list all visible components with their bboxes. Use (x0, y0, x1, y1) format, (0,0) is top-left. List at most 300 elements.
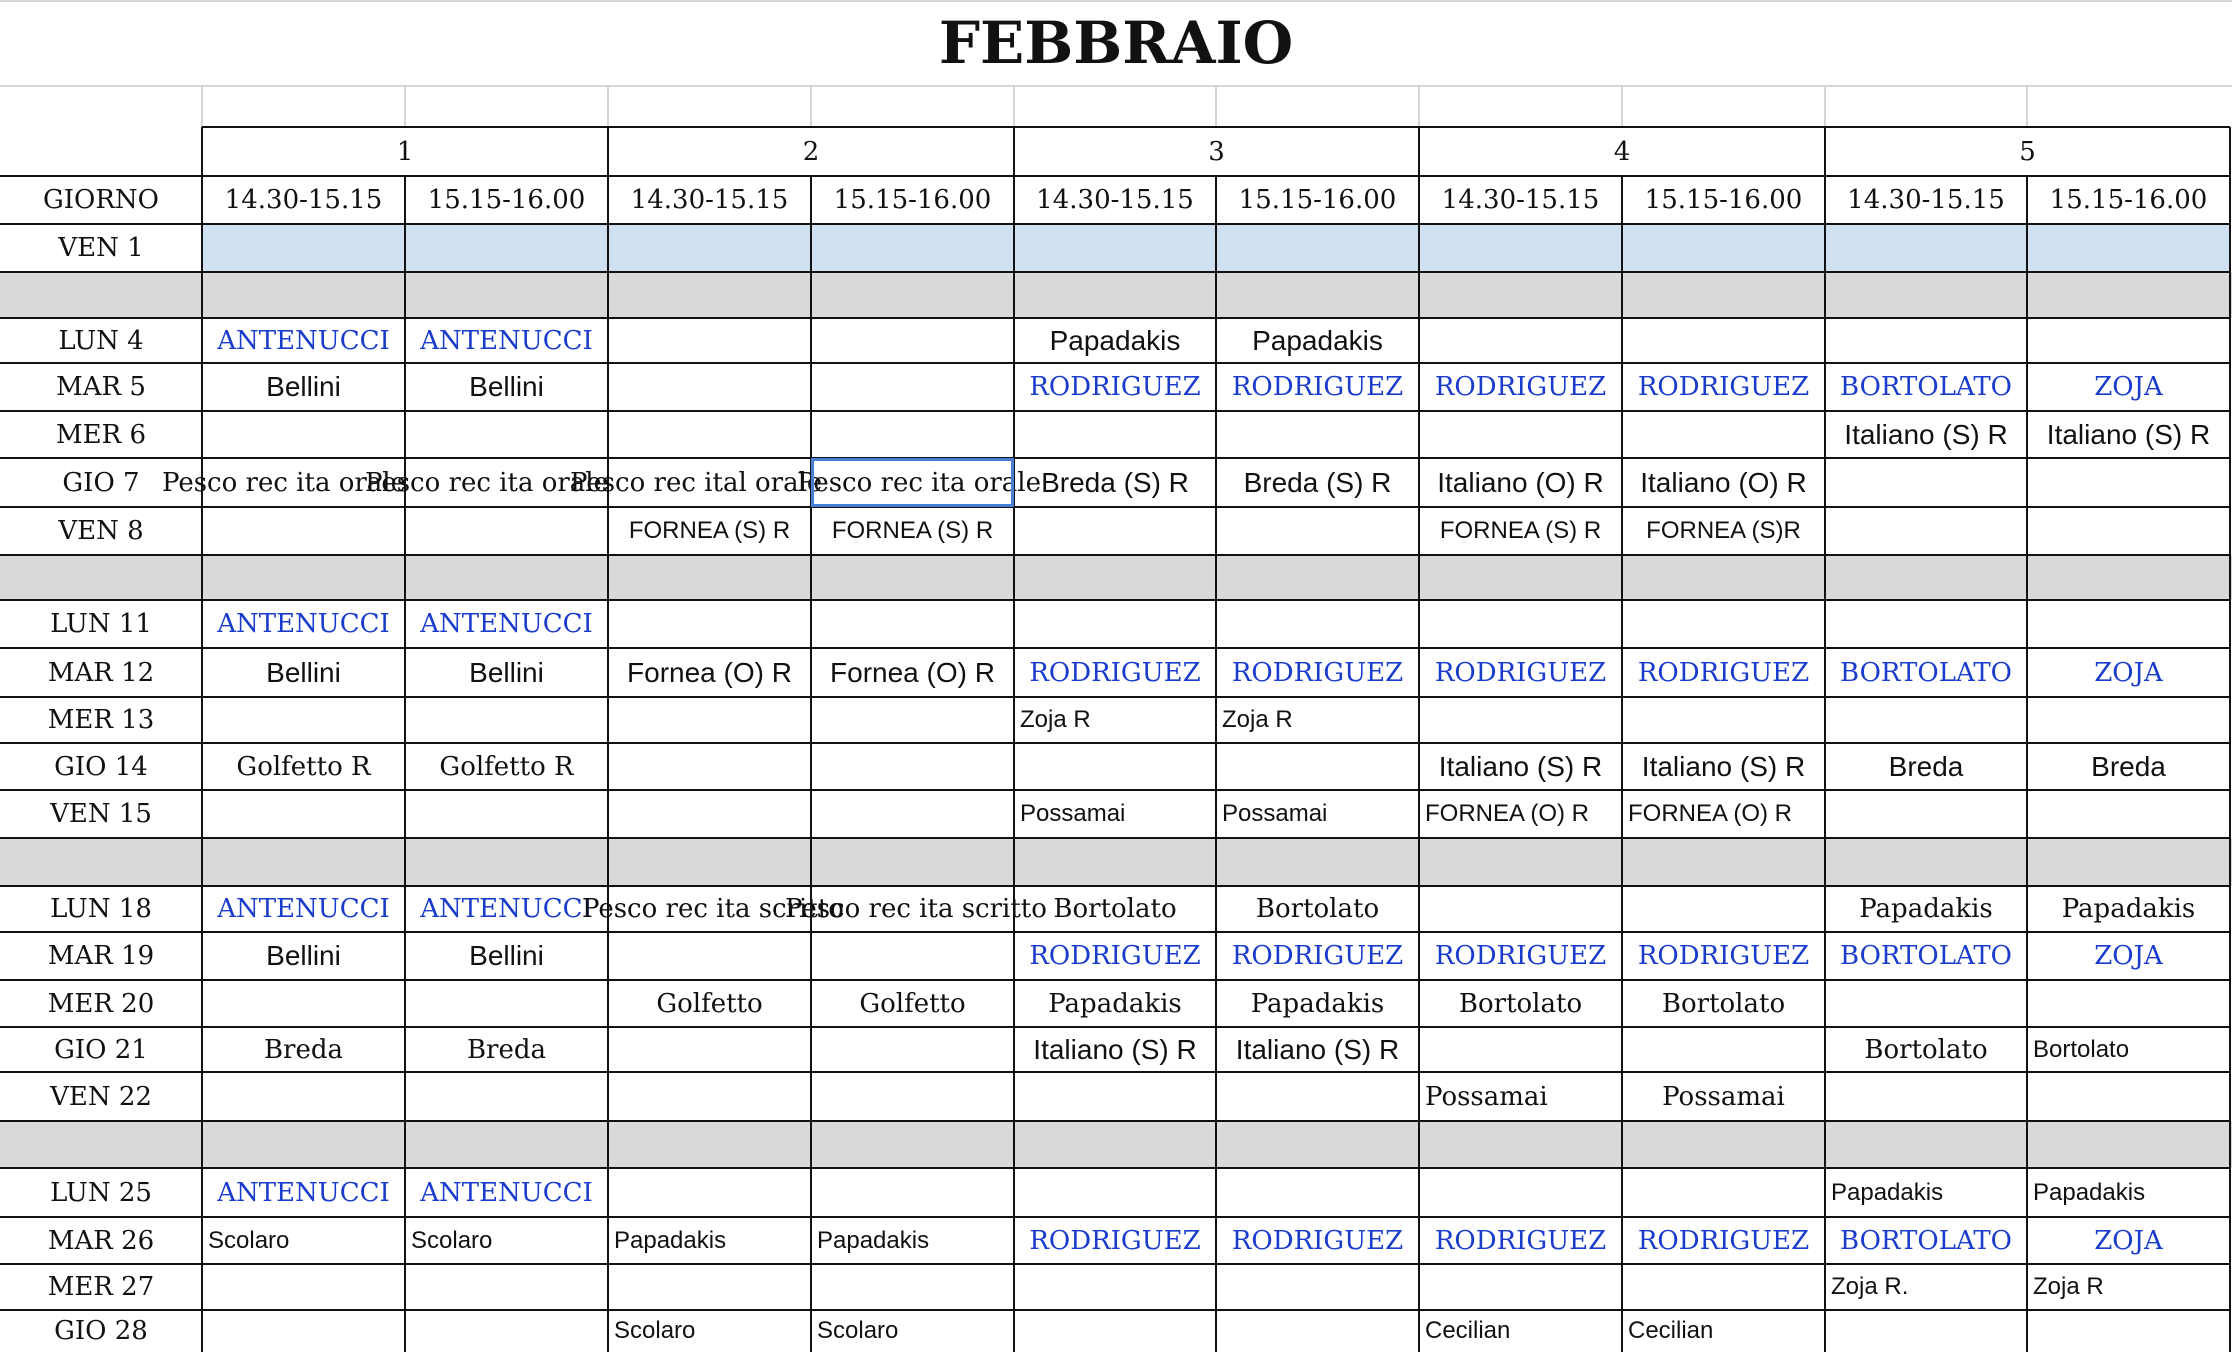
schedule-cell-text: Bortolato (1458, 988, 1583, 1019)
schedule-cell[interactable] (1622, 648, 1825, 697)
schedule-cell-text: Breda (1888, 750, 1964, 782)
schedule-cell[interactable] (811, 1168, 1014, 1217)
schedule-cell[interactable] (811, 790, 1014, 838)
day-label[interactable] (0, 980, 202, 1027)
schedule-cell[interactable] (1825, 318, 2027, 363)
schedule-cell[interactable] (1216, 411, 1419, 458)
schedule-cell[interactable] (1216, 1168, 1419, 1217)
day-label[interactable] (0, 1027, 202, 1072)
schedule-cell[interactable] (608, 1217, 811, 1264)
schedule-cell[interactable] (1825, 1264, 2027, 1310)
schedule-cell[interactable] (1014, 272, 1216, 318)
schedule-cell[interactable] (608, 648, 811, 697)
schedule-cell[interactable] (608, 318, 811, 363)
schedule-cell-text: ZOJA (2094, 1225, 2163, 1256)
schedule-cell[interactable] (1419, 1217, 1622, 1264)
day-label[interactable] (0, 363, 202, 411)
schedule-cell[interactable] (1419, 600, 1622, 648)
day-label[interactable] (0, 224, 202, 272)
schedule-cell[interactable] (1419, 932, 1622, 980)
schedule-cell[interactable] (202, 1121, 405, 1168)
schedule-cell[interactable] (1014, 411, 1216, 458)
schedule-cell[interactable] (1622, 790, 1825, 838)
schedule-cell[interactable] (1622, 318, 1825, 363)
schedule-cell[interactable] (405, 697, 608, 743)
schedule-cell[interactable] (1622, 1310, 1825, 1352)
schedule-cell-text: Golfetto (656, 988, 763, 1019)
schedule-cell[interactable] (2027, 1264, 2230, 1310)
schedule-cell-text: RODRIGUEZ (1637, 372, 1810, 402)
schedule-cell[interactable] (1216, 600, 1419, 648)
schedule-cell[interactable] (811, 743, 1014, 790)
schedule-cell[interactable] (202, 507, 405, 555)
schedule-cell[interactable] (608, 1310, 811, 1352)
schedule-cell[interactable] (2027, 1217, 2230, 1264)
schedule-cell[interactable] (1216, 648, 1419, 697)
header-giorno[interactable] (0, 176, 202, 224)
schedule-cell[interactable] (811, 272, 1014, 318)
schedule-cell[interactable] (608, 1027, 811, 1072)
day-label[interactable] (0, 411, 202, 458)
schedule-cell[interactable] (1216, 1027, 1419, 1072)
schedule-cell-text: Zoja R (1222, 706, 1293, 733)
time-slot-header[interactable] (405, 176, 608, 224)
schedule-cell-text: Possamai (1020, 800, 1126, 827)
schedule-cell[interactable] (1014, 886, 1216, 932)
schedule-cell[interactable] (608, 743, 811, 790)
schedule-cell[interactable] (608, 697, 811, 743)
schedule-cell[interactable] (2027, 697, 2230, 743)
schedule-cell[interactable] (405, 600, 608, 648)
schedule-cell[interactable] (1216, 507, 1419, 555)
schedule-cell[interactable] (1825, 790, 2027, 838)
day-label-text: VEN 8 (58, 516, 144, 546)
schedule-cell[interactable] (1216, 886, 1419, 932)
schedule-cell[interactable] (1216, 1121, 1419, 1168)
schedule-cell[interactable] (811, 224, 1014, 272)
schedule-cell[interactable] (1622, 1264, 1825, 1310)
schedule-cell[interactable] (1216, 318, 1419, 363)
schedule-cell[interactable] (405, 411, 608, 458)
schedule-cell[interactable] (405, 555, 608, 600)
schedule-cell[interactable] (1622, 600, 1825, 648)
schedule-cell[interactable] (1014, 1072, 1216, 1121)
schedule-cell[interactable] (811, 932, 1014, 980)
day-label[interactable] (0, 1217, 202, 1264)
schedule-cell[interactable] (2027, 838, 2230, 886)
schedule-cell[interactable] (1419, 886, 1622, 932)
schedule-cell[interactable] (2027, 555, 2230, 600)
time-slot-header[interactable] (608, 176, 811, 224)
schedule-cell[interactable] (1216, 790, 1419, 838)
schedule-cell[interactable] (1825, 697, 2027, 743)
schedule-cell-text: Papadakis (1048, 988, 1182, 1019)
schedule-cell[interactable] (1622, 697, 1825, 743)
time-slot-header[interactable] (1825, 176, 2027, 224)
schedule-cell[interactable] (608, 555, 811, 600)
schedule-cell[interactable] (2027, 600, 2230, 648)
group-header[interactable] (608, 127, 1014, 176)
schedule-cell[interactable] (405, 743, 608, 790)
schedule-cell[interactable] (1825, 1310, 2027, 1352)
schedule-cell[interactable] (811, 1217, 1014, 1264)
schedule-cell[interactable] (608, 980, 811, 1027)
schedule-cell[interactable] (1014, 1217, 1216, 1264)
schedule-cell[interactable] (1825, 272, 2027, 318)
schedule-cell[interactable] (202, 1264, 405, 1310)
schedule-cell[interactable] (405, 1264, 608, 1310)
day-label[interactable] (0, 1121, 202, 1168)
schedule-cell[interactable] (608, 1121, 811, 1168)
schedule-cell[interactable] (1622, 838, 1825, 886)
schedule-cell[interactable] (202, 980, 405, 1027)
schedule-cell[interactable] (1014, 363, 1216, 411)
schedule-cell[interactable] (202, 1168, 405, 1217)
schedule-cell[interactable] (1216, 555, 1419, 600)
schedule-cell[interactable] (570, 458, 823, 507)
schedule-cell[interactable] (811, 318, 1014, 363)
schedule-cell[interactable] (405, 1121, 608, 1168)
schedule-cell[interactable] (202, 886, 405, 932)
schedule-cell[interactable] (1622, 1072, 1825, 1121)
schedule-cell[interactable] (582, 886, 844, 932)
schedule-cell[interactable] (202, 411, 405, 458)
day-label[interactable] (0, 318, 202, 363)
schedule-cell[interactable] (405, 790, 608, 838)
schedule-cell[interactable] (1216, 1217, 1419, 1264)
day-label[interactable] (0, 1310, 202, 1352)
schedule-cell[interactable] (2027, 272, 2230, 318)
schedule-cell[interactable] (608, 1072, 811, 1121)
schedule-cell-text: Cecilian (1425, 1317, 1511, 1344)
schedule-cell[interactable] (1216, 838, 1419, 886)
time-slot-header[interactable] (2027, 176, 2230, 224)
schedule-cell[interactable] (1622, 1217, 1825, 1264)
schedule-cell[interactable] (811, 1264, 1014, 1310)
schedule-cell[interactable] (405, 1072, 608, 1121)
schedule-cell[interactable] (1622, 1027, 1825, 1072)
day-label[interactable] (0, 507, 202, 555)
schedule-cell[interactable] (1419, 272, 1622, 318)
schedule-cell[interactable] (1622, 1121, 1825, 1168)
schedule-cell[interactable] (1825, 458, 2027, 507)
schedule-cell[interactable] (405, 1168, 608, 1217)
group-header[interactable] (202, 127, 608, 176)
schedule-cell[interactable] (811, 363, 1014, 411)
schedule-cell[interactable] (811, 1027, 1014, 1072)
day-label[interactable] (0, 697, 202, 743)
day-label[interactable] (0, 886, 202, 932)
time-slot-header[interactable] (811, 176, 1014, 224)
schedule-cell[interactable] (1419, 224, 1622, 272)
schedule-cell[interactable] (1014, 1310, 1216, 1352)
schedule-cell[interactable] (811, 555, 1014, 600)
schedule-cell[interactable] (202, 1072, 405, 1121)
schedule-cell[interactable] (1014, 790, 1216, 838)
schedule-cell[interactable] (1825, 1121, 2027, 1168)
schedule-cell[interactable] (1622, 507, 1825, 555)
schedule-cell[interactable] (405, 272, 608, 318)
schedule-cell[interactable] (2027, 1310, 2230, 1352)
schedule-cell[interactable] (2027, 507, 2230, 555)
schedule-cell[interactable] (1014, 318, 1216, 363)
schedule-cell-text: Golfetto R (236, 751, 371, 782)
schedule-cell[interactable] (202, 318, 405, 363)
schedule-cell[interactable] (1216, 224, 1419, 272)
schedule-cell[interactable] (1419, 1168, 1622, 1217)
schedule-cell[interactable] (2027, 1121, 2230, 1168)
schedule-cell[interactable] (1419, 1072, 1622, 1121)
schedule-cell-text: Papadakis (1250, 988, 1385, 1019)
time-slot-header[interactable] (1216, 176, 1419, 224)
day-label[interactable] (0, 1168, 202, 1217)
schedule-cell[interactable] (608, 224, 811, 272)
schedule-cell[interactable] (1014, 697, 1216, 743)
day-label-text: LUN 18 (50, 894, 152, 924)
schedule-cell[interactable] (2027, 1168, 2230, 1217)
schedule-cell[interactable] (405, 648, 608, 697)
schedule-cell[interactable] (1622, 743, 1825, 790)
day-label-text: MER 6 (56, 419, 146, 450)
schedule-cell[interactable] (1419, 1027, 1622, 1072)
schedule-cell[interactable] (405, 1027, 608, 1072)
schedule-cell[interactable] (608, 600, 811, 648)
schedule-cell[interactable] (2027, 224, 2230, 272)
schedule-cell[interactable] (202, 743, 405, 790)
schedule-cell[interactable] (2027, 648, 2230, 697)
day-label[interactable] (0, 790, 202, 838)
schedule-cell[interactable] (1419, 980, 1622, 1027)
schedule-cell[interactable] (1622, 363, 1825, 411)
schedule-cell[interactable] (2027, 790, 2230, 838)
schedule-cell[interactable] (202, 932, 405, 980)
schedule-cell[interactable] (202, 1217, 405, 1264)
schedule-cell[interactable] (1419, 555, 1622, 600)
group-header[interactable] (1825, 127, 2230, 176)
schedule-cell[interactable] (1825, 1217, 2027, 1264)
schedule-cell[interactable] (1419, 648, 1622, 697)
schedule-cell[interactable] (2027, 743, 2230, 790)
schedule-cell[interactable] (1014, 1168, 1216, 1217)
schedule-cell[interactable] (1419, 838, 1622, 886)
schedule-cell-text: Breda (S) R (1041, 466, 1189, 498)
schedule-cell[interactable] (405, 1217, 608, 1264)
schedule-cell[interactable] (1825, 411, 2027, 458)
day-label[interactable] (0, 555, 202, 600)
schedule-cell-text: Bortolato (1255, 894, 1380, 924)
schedule-cell[interactable] (1419, 318, 1622, 363)
schedule-cell[interactable] (811, 1121, 1014, 1168)
time-slot-header[interactable] (202, 176, 405, 224)
schedule-cell-text: Italiano (S) R (2046, 418, 2211, 450)
schedule-cell[interactable] (1216, 980, 1419, 1027)
schedule-cell[interactable] (1419, 743, 1622, 790)
schedule-cell[interactable] (202, 555, 405, 600)
schedule-cell[interactable] (202, 224, 405, 272)
schedule-cell[interactable] (405, 363, 608, 411)
schedule-cell[interactable] (202, 697, 405, 743)
schedule-cell[interactable] (1825, 743, 2027, 790)
schedule-cell[interactable] (1622, 980, 1825, 1027)
schedule-cell[interactable] (405, 932, 608, 980)
schedule-cell-text: Papadakis (1252, 324, 1383, 356)
schedule-cell[interactable] (1216, 743, 1419, 790)
schedule-cell[interactable] (1825, 363, 2027, 411)
schedule-cell[interactable] (1014, 648, 1216, 697)
schedule-cell[interactable] (811, 838, 1014, 886)
schedule-cell[interactable] (1622, 555, 1825, 600)
schedule-cell[interactable] (608, 1264, 811, 1310)
schedule-cell[interactable] (1216, 1264, 1419, 1310)
schedule-cell[interactable] (1014, 458, 1216, 507)
schedule-cell[interactable] (608, 790, 811, 838)
schedule-cell[interactable] (202, 600, 405, 648)
schedule-cell[interactable] (1825, 980, 2027, 1027)
schedule-cell[interactable] (608, 507, 811, 555)
schedule-cell[interactable] (1014, 1027, 1216, 1072)
schedule-cell[interactable] (608, 272, 811, 318)
schedule-cell[interactable] (811, 697, 1014, 743)
schedule-cell[interactable] (811, 411, 1014, 458)
schedule-cell[interactable] (1419, 1121, 1622, 1168)
day-label[interactable] (0, 648, 202, 697)
schedule-cell[interactable] (202, 1310, 405, 1352)
schedule-cell[interactable] (1216, 1310, 1419, 1352)
schedule-cell[interactable] (1014, 600, 1216, 648)
day-label[interactable] (0, 1264, 202, 1310)
schedule-cell[interactable] (1216, 697, 1419, 743)
schedule-cell[interactable] (811, 507, 1014, 555)
schedule-cell[interactable] (2027, 980, 2230, 1027)
day-label[interactable] (0, 1072, 202, 1121)
group-header[interactable] (1014, 127, 1419, 176)
schedule-cell[interactable] (1216, 1072, 1419, 1121)
schedule-cell[interactable] (1216, 363, 1419, 411)
schedule-cell[interactable] (202, 363, 405, 411)
schedule-cell[interactable] (811, 1310, 1014, 1352)
schedule-cell[interactable] (811, 648, 1014, 697)
schedule-cell[interactable] (1419, 790, 1622, 838)
schedule-cell[interactable] (608, 411, 811, 458)
time-slot-header[interactable] (1014, 176, 1216, 224)
schedule-cell[interactable] (2027, 886, 2230, 932)
schedule-cell[interactable] (1014, 932, 1216, 980)
schedule-cell[interactable] (202, 790, 405, 838)
schedule-cell[interactable] (1419, 697, 1622, 743)
schedule-cell[interactable] (405, 838, 608, 886)
schedule-cell[interactable] (1825, 838, 2027, 886)
schedule-cell[interactable] (608, 1168, 811, 1217)
day-label[interactable] (0, 932, 202, 980)
schedule-cell[interactable] (1622, 458, 1825, 507)
schedule-cell[interactable] (1825, 932, 2027, 980)
schedule-cell[interactable] (1014, 507, 1216, 555)
schedule-cell[interactable] (1014, 838, 1216, 886)
schedule-cell[interactable] (811, 980, 1014, 1027)
day-label[interactable] (0, 743, 202, 790)
schedule-cell[interactable] (2027, 318, 2230, 363)
schedule-cell[interactable] (811, 600, 1014, 648)
schedule-cell[interactable] (1014, 1121, 1216, 1168)
schedule-cell[interactable] (2027, 1072, 2230, 1121)
schedule-cell[interactable] (1622, 1168, 1825, 1217)
schedule-cell[interactable] (1622, 886, 1825, 932)
schedule-cell[interactable] (202, 1027, 405, 1072)
schedule-cell[interactable] (405, 224, 608, 272)
schedule-cell-text: Pesco rec ita orale (162, 467, 406, 498)
schedule-cell[interactable] (405, 1310, 608, 1352)
schedule-cell[interactable] (2027, 363, 2230, 411)
schedule-cell[interactable] (405, 980, 608, 1027)
schedule-cell[interactable] (811, 1072, 1014, 1121)
day-label[interactable] (0, 600, 202, 648)
schedule-cell[interactable] (1825, 1027, 2027, 1072)
schedule-cell[interactable] (1014, 555, 1216, 600)
day-label[interactable] (0, 272, 202, 318)
time-slot-header-text: 15.15-16.00 (1644, 185, 1803, 215)
schedule-cell[interactable] (2027, 458, 2230, 507)
schedule-cell[interactable] (1014, 224, 1216, 272)
day-label-text: MER 20 (47, 988, 155, 1019)
schedule-cell[interactable] (202, 272, 405, 318)
schedule-cell[interactable] (1419, 507, 1622, 555)
schedule-cell[interactable] (1825, 1168, 2027, 1217)
time-slot-header[interactable] (1622, 176, 1825, 224)
day-label-text: LUN 4 (58, 325, 144, 356)
schedule-cell-text: Bortolato (1053, 894, 1177, 924)
schedule-cell[interactable] (2027, 1027, 2230, 1072)
day-label[interactable] (0, 838, 202, 886)
schedule-cell[interactable] (1622, 411, 1825, 458)
schedule-cell[interactable] (1014, 1264, 1216, 1310)
schedule-cell[interactable] (1622, 932, 1825, 980)
schedule-cell[interactable] (1419, 1264, 1622, 1310)
schedule-cell[interactable] (785, 886, 1047, 932)
schedule-cell[interactable] (1825, 648, 2027, 697)
schedule-cell[interactable] (608, 838, 811, 886)
schedule-cell[interactable] (1216, 932, 1419, 980)
schedule-cell[interactable] (1825, 224, 2027, 272)
schedule-cell[interactable] (608, 363, 811, 411)
schedule-cell[interactable] (1825, 555, 2027, 600)
schedule-cell[interactable] (797, 458, 1041, 507)
schedule-cell[interactable] (202, 838, 405, 886)
schedule-cell[interactable] (1622, 224, 1825, 272)
schedule-cell[interactable] (2027, 411, 2230, 458)
schedule-cell[interactable] (1825, 600, 2027, 648)
schedule-cell[interactable] (1419, 363, 1622, 411)
schedule-cell[interactable] (1825, 1072, 2027, 1121)
schedule-cell[interactable] (1419, 411, 1622, 458)
schedule-cell[interactable] (405, 318, 608, 363)
schedule-cell[interactable] (1014, 980, 1216, 1027)
schedule-cell[interactable] (1014, 743, 1216, 790)
schedule-cell[interactable] (405, 886, 608, 932)
schedule-cell[interactable] (2027, 932, 2230, 980)
schedule-cell[interactable] (1825, 886, 2027, 932)
schedule-cell[interactable] (1216, 272, 1419, 318)
schedule-cell[interactable] (1419, 458, 1622, 507)
schedule-cell[interactable] (1216, 458, 1419, 507)
time-slot-header[interactable] (1419, 176, 1622, 224)
schedule-cell[interactable] (1825, 507, 2027, 555)
schedule-cell[interactable] (1419, 1310, 1622, 1352)
schedule-cell[interactable] (405, 507, 608, 555)
schedule-cell[interactable] (608, 932, 811, 980)
schedule-cell[interactable] (202, 648, 405, 697)
schedule-cell[interactable] (1622, 272, 1825, 318)
group-header[interactable] (1419, 127, 1825, 176)
